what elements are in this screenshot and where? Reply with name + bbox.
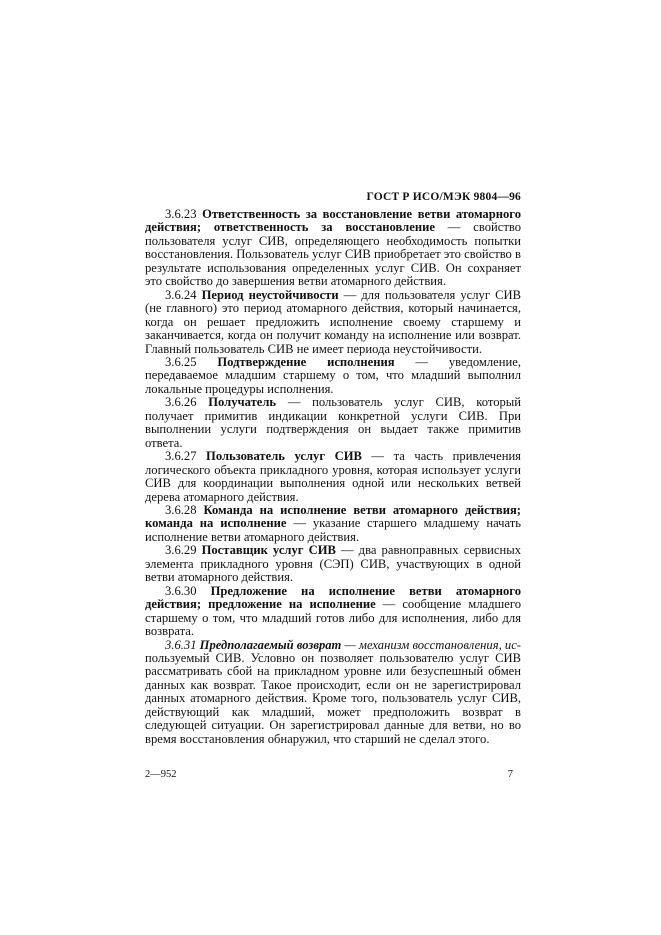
clause-number: 3.6.29 (165, 543, 197, 558)
definition-3-6-24 (145, 289, 521, 356)
term: Предложение на исполнение ветви атомарного действия; предложение на исполнение (145, 583, 521, 612)
term: Подтверждение исполнения (217, 354, 395, 369)
definition-3-6-28 (145, 504, 521, 544)
document-header: ГОСТ Р ИСО/МЭК 9804—96 (366, 191, 521, 203)
document-footer (145, 768, 521, 781)
definition-3-6-23 (145, 208, 521, 289)
definition-text: — для пользователя услуг СИВ (не главного) это период атомарного действия, который начинается, когда он решает предложить исполнение своему старшему и заканчивается, когда он получит команду на исполнение или возврат. Главный пользователь СИВ не имеет периода неустойчивости. (145, 287, 521, 356)
definition-text: — два равноправных сервисных элемента прикладного уровня (СЭП) СИВ, участвующих в одной ветви атомарного действия. (145, 543, 521, 585)
definition-text: — уведомление, передаваемое младшим старшему о том, что младший выполнил локальные процедуры исполнения. (145, 354, 521, 396)
term: Период неустойчивости (201, 287, 339, 302)
clause-number: 3.6.28 (165, 502, 197, 517)
clause-number: 3.6.24 (165, 287, 197, 302)
clause-number: 3.6.31 (165, 637, 197, 652)
clause-number: 3.6.27 (165, 449, 197, 464)
term: Получатель (208, 395, 277, 410)
document-body (145, 208, 521, 746)
page-number: 7 (507, 769, 513, 781)
definition-text: пользуемый СИВ. Условно он позволяет пользователю услуг СИВ рассматривать сбой на прикладном уровне или безуспешный обмен данных как возврат. Такое происходит, если он не зарегистрировал данных атомарного действия. Кроме того, пользователь услуг СИВ, действующий как младший, может предположить возврат в следующей ситуации. Он зарегистрировал данные для ветви, но во время восстановления обнаружил, что старший не сделал этого. (145, 650, 521, 746)
clause-number: 3.6.26 (165, 395, 197, 410)
definition-3-6-29 (145, 544, 521, 584)
definition-text: — пользователь услуг СИВ, который получает примитив индикации конкретной услуги СИВ. При выполнении услуги подтверждения он выдает также примитив ответа. (145, 395, 521, 450)
document-page (145, 190, 521, 781)
definition-3-6-30 (145, 585, 521, 639)
term: Команда на исполнение ветви атомарного действия; команда на исполнение (145, 502, 521, 531)
definition-3-6-26 (145, 396, 521, 450)
definition-3-6-27 (145, 450, 521, 504)
term: Ответственность за восстановление ветви атомарного действия; ответственность за восстановление (145, 207, 521, 235)
definition-italic-text: — механизм восстановления, ис (341, 637, 521, 652)
definition-text: — сообщение младшего старшему о том, что младший готов либо для исполнения, либо для возврата. (145, 597, 521, 639)
term: Поставщик услуг СИВ (201, 543, 336, 558)
definition-3-6-25 (145, 356, 521, 396)
term: Пользователь услуг СИВ (206, 449, 362, 464)
definition-text: — свойство пользователя услуг СИВ, определяющего необходимость попытки восстановления. Пользователь услуг СИВ приобретает это свойство в результате использования определенных услуг СИВ. Он сохраняет это свойство до завершения ветви атомарного действия. (145, 220, 521, 289)
clause-number: 3.6.23 (165, 207, 197, 221)
definition-text: — указание старшего младшему начать исполнение ветви атомарного действия. (145, 516, 521, 544)
clause-number: 3.6.30 (165, 583, 197, 598)
definition-3-6-31 (145, 639, 521, 747)
footer-code: 2—952 (145, 769, 177, 781)
definition-text: — та часть привлечения логического объекта прикладного уровня, которая использует услуги СИВ для координации выполнения одной или нескольких ветвей дерева атомарного действия. (145, 449, 521, 504)
clause-number: 3.6.25 (165, 354, 197, 369)
term: Предполагаемый возврат (199, 637, 342, 652)
